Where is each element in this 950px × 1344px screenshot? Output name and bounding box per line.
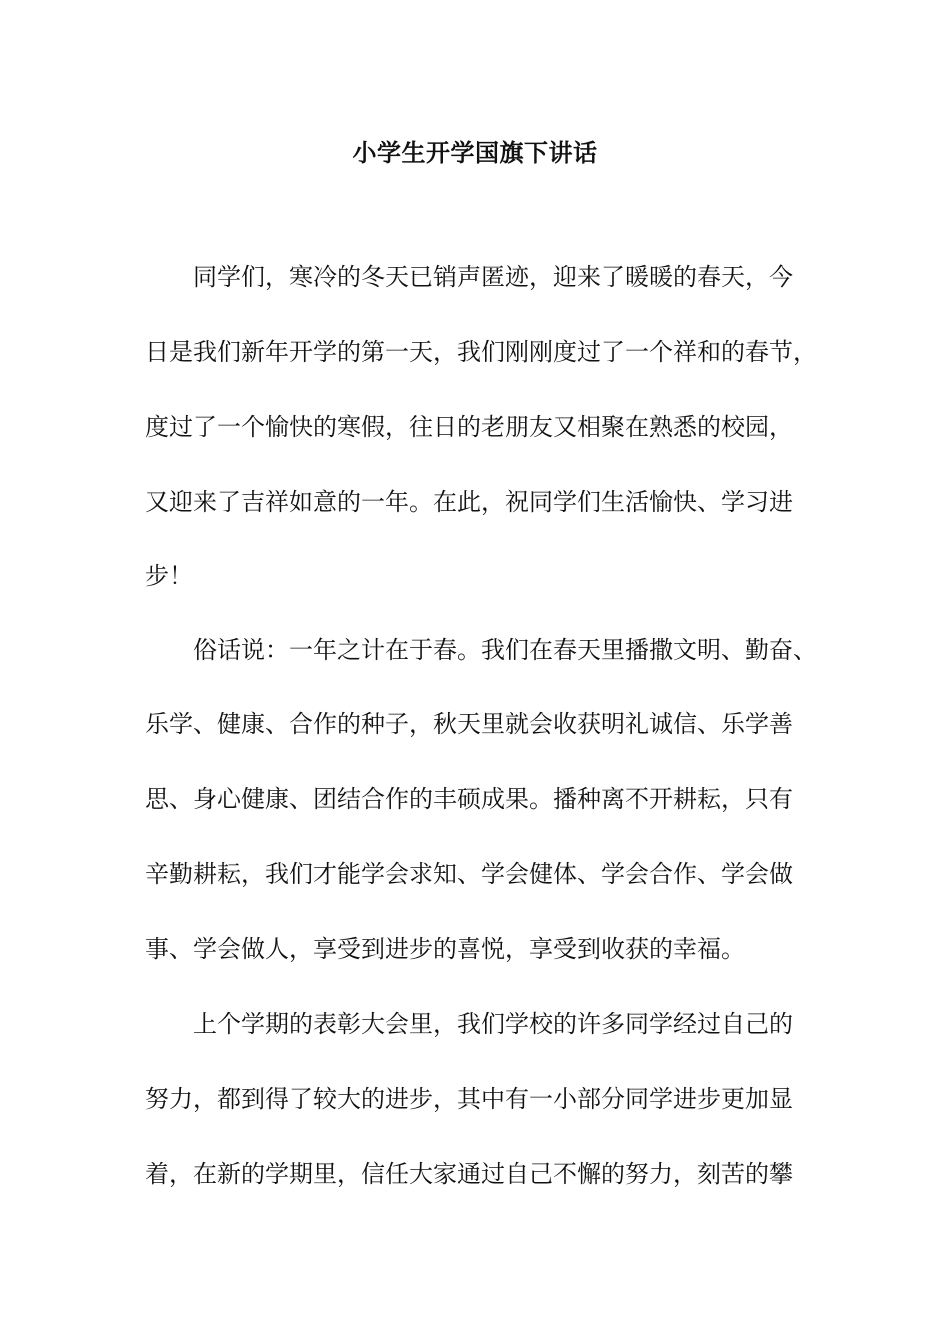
body-line: 俗话说：一年之计在于春。我们在春天里播撒文明、勤奋、 (145, 636, 817, 664)
body-line: 努力，都到得了较大的进步，其中有一小部分同学进步更加显 (145, 1085, 793, 1113)
body-line: 思、身心健康、团结合作的丰硕成果。播种离不开耕耘，只有 (145, 785, 793, 813)
body-line: 事、学会做人，享受到进步的喜悦，享受到收获的幸福。 (145, 935, 745, 963)
document-title: 小学生开学国旗下讲话 (352, 138, 598, 167)
body-line: 同学们，寒冷的冬天已销声匿迹，迎来了暖暖的春天，今 (145, 263, 793, 291)
body-line: 辛勤耕耘，我们才能学会求知、学会健体、学会合作、学会做 (145, 860, 793, 888)
body-line: 着，在新的学期里，信任大家通过自己不懈的努力，刻苦的攀 (145, 1160, 793, 1188)
body-line: 步！ (145, 562, 193, 590)
body-line: 上个学期的表彰大会里，我们学校的许多同学经过自己的 (145, 1010, 793, 1038)
body-line: 日是我们新年开学的第一天，我们刚刚度过了一个祥和的春节， (145, 338, 817, 366)
body-line: 又迎来了吉祥如意的一年。在此，祝同学们生活愉快、学习进 (145, 488, 793, 516)
body-line: 乐学、健康、合作的种子，秋天里就会收获明礼诚信、乐学善 (145, 710, 793, 738)
body-line: 度过了一个愉快的寒假，往日的老朋友又相聚在熟悉的校园， (145, 413, 793, 441)
